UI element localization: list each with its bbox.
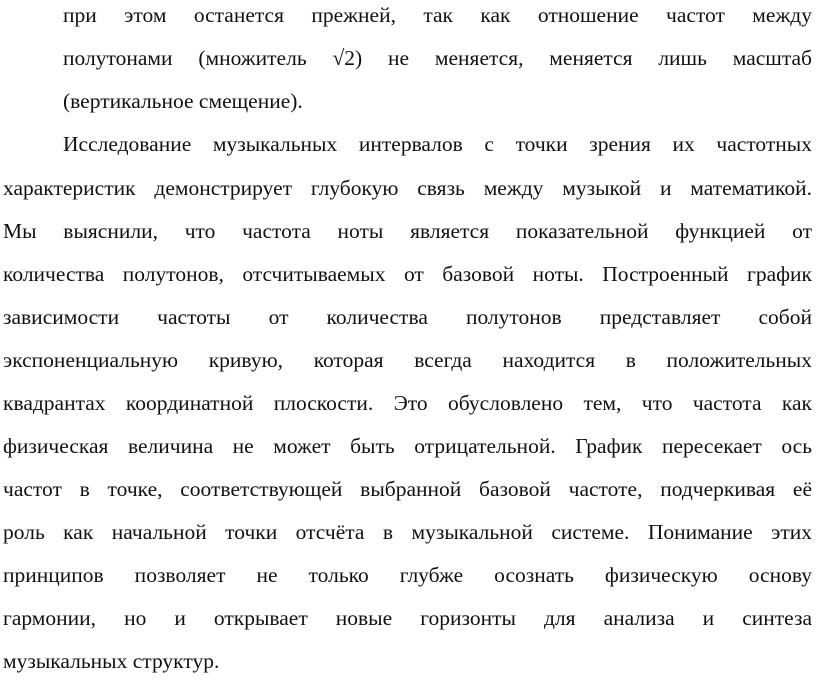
paragraph-line-10: роль как начальной точки отсчёта в музыкальной системе. Понимание этих <box>3 520 812 544</box>
paragraph-line-7: квадрантах координатной плоскости. Это обусловлено тем, что частота как <box>3 391 812 415</box>
paragraph-line-9: частот в точке, соответствующей выбранной базовой частоте, подчеркивая её <box>3 477 812 501</box>
continuation-line-1: при этом останется прежней, так как отношение частот между <box>63 3 812 27</box>
continuation-line-3: (вертикальное смещение). <box>63 89 303 113</box>
paragraph-line-13: музыкальных структур. <box>3 649 220 673</box>
continuation-line-2: полутонами (множитель √2) не меняется, меняется лишь масштаб <box>63 46 812 70</box>
paragraph-line-6: экспоненциальную кривую, которая всегда находится в положительных <box>3 348 812 372</box>
paragraph-line-11: принципов позволяет не только глубже осознать физическую основу <box>3 563 812 587</box>
paragraph-line-5: зависимости частоты от количества полутонов представляет собой <box>3 305 812 329</box>
paragraph-line-1: Исследование музыкальных интервалов с точки зрения их частотных <box>63 132 812 156</box>
paragraph-line-4: количества полутонов, отсчитываемых от базовой ноты. Построенный график <box>3 262 812 286</box>
paragraph-line-8: физическая величина не может быть отрицательной. График пересекает ось <box>3 434 812 458</box>
paragraph-line-3: Мы выяснили, что частота ноты является показательной функцией от <box>3 219 812 243</box>
paragraph-line-12: гармонии, но и открывает новые горизонты для анализа и синтеза <box>3 606 812 630</box>
paragraph-line-2: характеристик демонстрирует глубокую связь между музыкой и математикой. <box>3 176 812 200</box>
